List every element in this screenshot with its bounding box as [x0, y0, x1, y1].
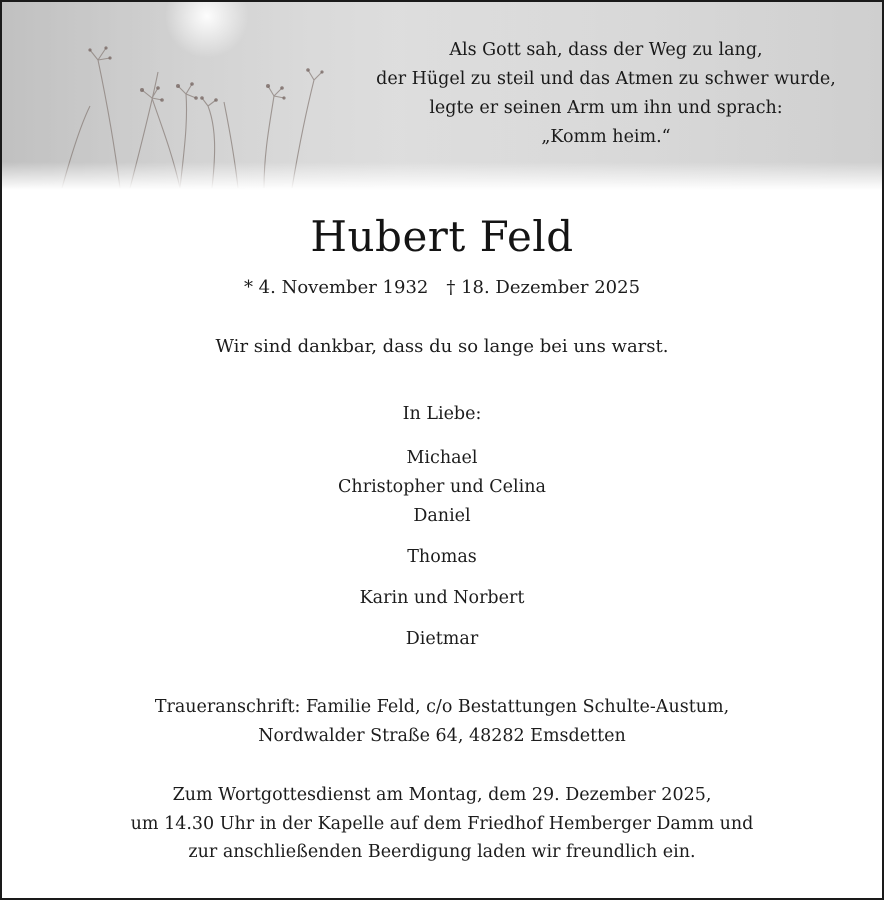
address-line: Nordwalder Straße 64, 48282 Emsdetten	[258, 726, 626, 746]
mourner-name: Dietmar	[405, 629, 479, 649]
mourning-address	[2, 693, 882, 751]
mourner-name: Christopher und Celina	[338, 477, 546, 497]
poem-line: Als Gott sah, dass der Weg zu lang,	[449, 40, 763, 60]
service-line: Zum Wortgottesdienst am Montag, dem 29. Dezember 2025,	[172, 785, 712, 805]
death-date: † 18. Dezember 2025	[446, 277, 641, 298]
mourner-name: Karin und Norbert	[359, 588, 525, 608]
banner-fade	[2, 162, 882, 190]
address-line: Traueranschrift: Familie Feld, c/o Bestattungen Schulte-Austum,	[154, 697, 730, 717]
poem-line: legte er seinen Arm um ihn und sprach:	[429, 98, 783, 118]
mourner-name: Michael	[406, 448, 478, 468]
poem-line: der Hügel zu steil und das Atmen zu schwer wurde,	[376, 69, 836, 89]
poem-quote	[332, 36, 880, 152]
service-details	[2, 781, 882, 867]
mourners-heading: In Liebe:	[402, 404, 482, 424]
service-line: zur anschließenden Beerdigung laden wir freundlich ein.	[188, 842, 696, 862]
gratitude-line: Wir sind dankbar, dass du so lange bei uns warst.	[215, 336, 669, 357]
mourner-name: Daniel	[413, 506, 471, 526]
mourners-list	[2, 400, 882, 654]
mourner-name: Thomas	[407, 547, 477, 567]
header-banner	[2, 2, 882, 190]
service-line: um 14.30 Uhr in der Kapelle auf dem Friedhof Hemberger Damm und	[130, 813, 754, 834]
poem-line: „Komm heim.“	[541, 127, 671, 147]
birth-date: * 4. November 1932	[243, 277, 429, 298]
deceased-name: Hubert Feld	[310, 212, 574, 261]
life-dates	[2, 274, 882, 302]
